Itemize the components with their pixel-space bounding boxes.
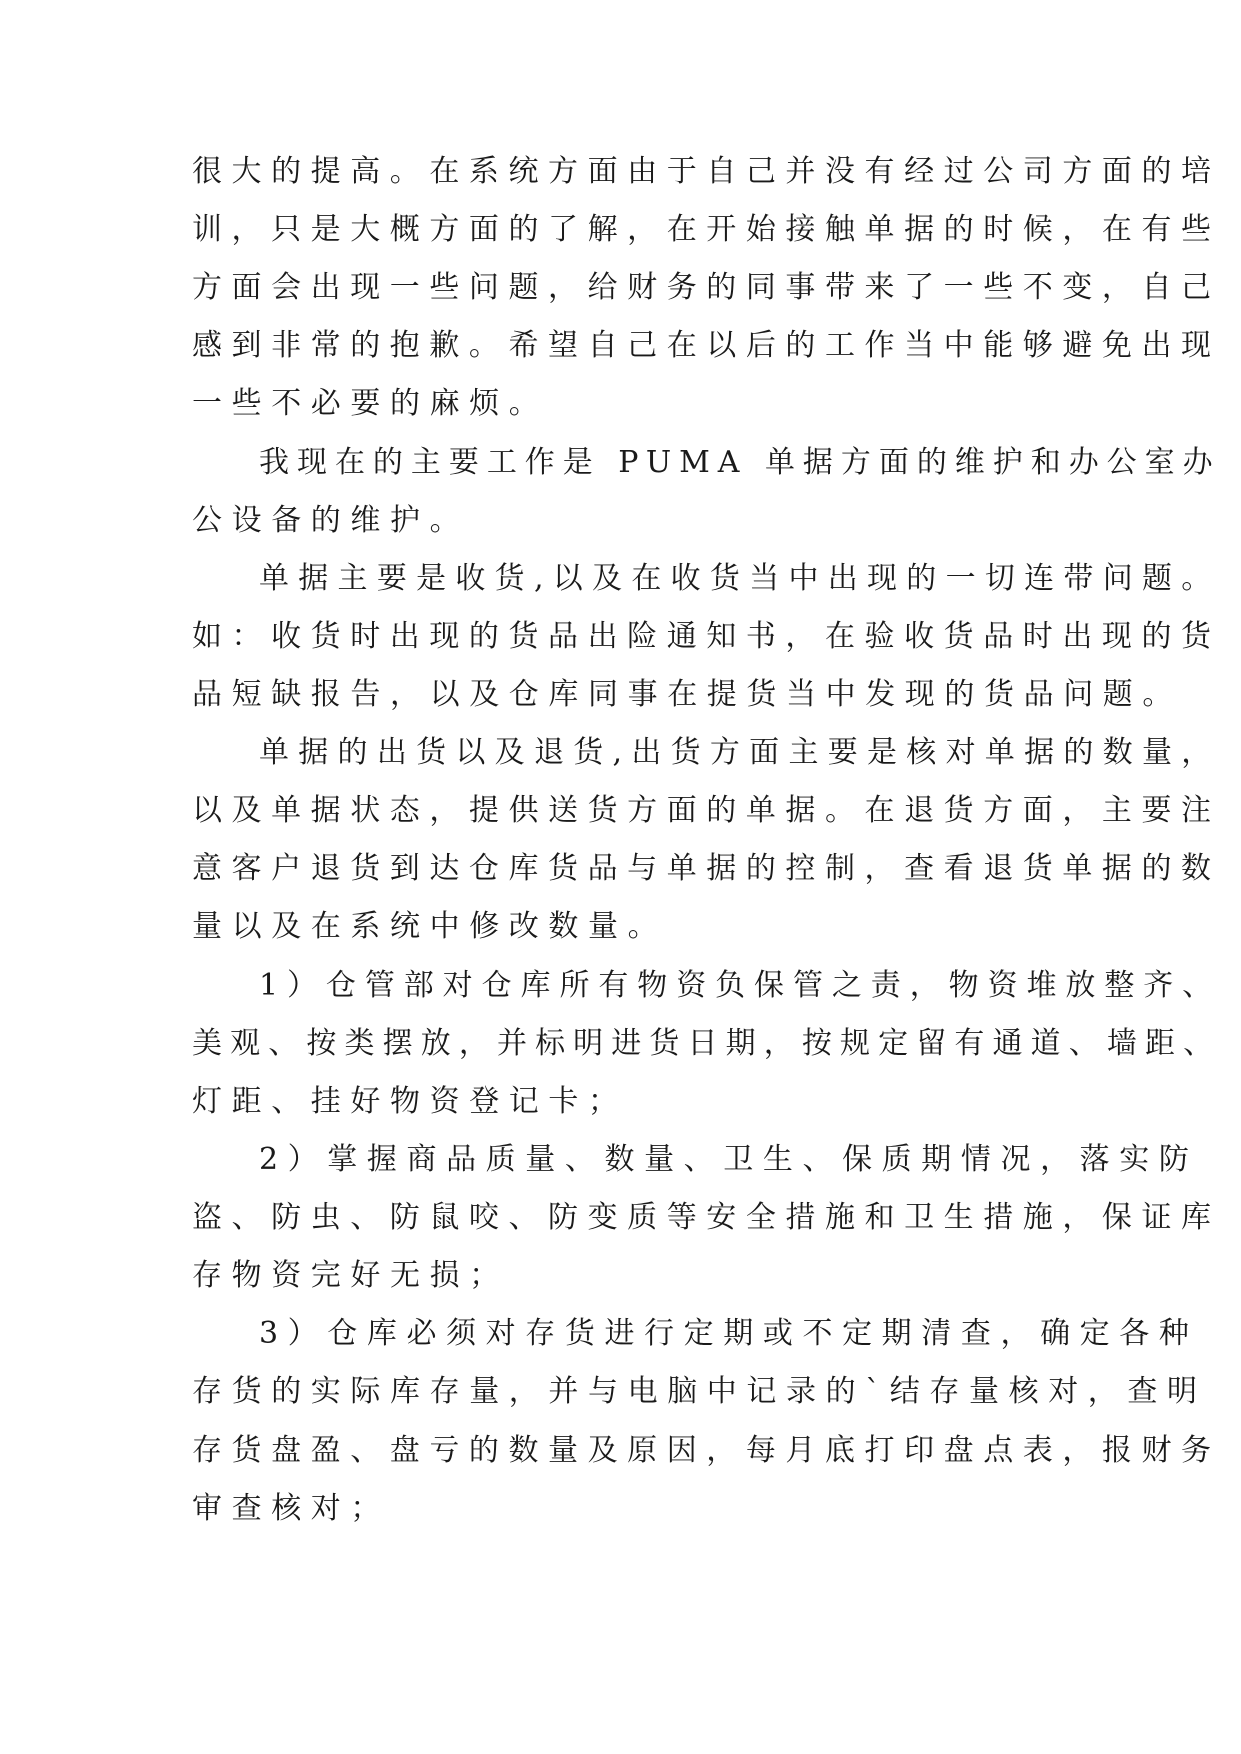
text-line: 存物资完好无损； bbox=[192, 1258, 509, 1293]
text-line: 品短缺报告，以及仓库同事在提货当中发现的货品问题。 bbox=[192, 677, 1182, 712]
text-line: 意客户退货到达仓库货品与单据的控制，查看退货单据的数 bbox=[192, 851, 1221, 886]
text-line: 盗、防虫、防鼠咬、防变质等安全措施和卫生措施，保证库 bbox=[192, 1200, 1221, 1235]
text-line: 存货的实际库存量，并与电脑中记录的`结存量核对，查明 bbox=[192, 1374, 1207, 1409]
text-line: 很大的提高。在系统方面由于自己并没有经过公司方面的培 bbox=[192, 154, 1221, 189]
text-line: 3）仓库必须对存货进行定期或不定期清查，确定各种 bbox=[259, 1316, 1199, 1351]
text-line: 单据主要是收货,以及在收货当中出现的一切连带问题。 bbox=[259, 561, 1221, 596]
text-line: 审查核对； bbox=[192, 1491, 390, 1526]
text-line: 公设备的维护。 bbox=[192, 503, 470, 538]
text-line: 2）掌握商品质量、数量、卫生、保质期情况，落实防 bbox=[259, 1142, 1199, 1177]
text-line: 如：收货时出现的货品出险通知书，在验收货品时出现的货 bbox=[192, 619, 1221, 654]
text-line: 我现在的主要工作是 PUMA 单据方面的维护和办公室办 bbox=[259, 445, 1221, 480]
text-line: 量以及在系统中修改数量。 bbox=[192, 909, 668, 944]
text-line: 1）仓管部对仓库所有物资负保管之责，物资堆放整齐、 bbox=[259, 968, 1222, 1003]
text-line: 感到非常的抱歉。希望自己在以后的工作当中能够避免出现 bbox=[192, 328, 1221, 363]
text-line: 以及单据状态，提供送货方面的单据。在退货方面，主要注 bbox=[192, 793, 1221, 828]
text-line: 训，只是大概方面的了解，在开始接触单据的时候，在有些 bbox=[192, 212, 1221, 247]
text-line: 方面会出现一些问题，给财务的同事带来了一些不变，自己 bbox=[192, 270, 1221, 305]
text-line: 单据的出货以及退货,出货方面主要是核对单据的数量， bbox=[259, 735, 1221, 770]
text-line: 存货盘盈、盘亏的数量及原因，每月底打印盘点表，报财务 bbox=[192, 1433, 1221, 1468]
text-line: 美观、按类摆放，并标明进货日期，按规定留有通道、墙距、 bbox=[192, 1026, 1222, 1061]
text-line: 一些不必要的麻烦。 bbox=[192, 386, 549, 421]
text-line: 灯距、挂好物资登记卡； bbox=[192, 1084, 628, 1119]
